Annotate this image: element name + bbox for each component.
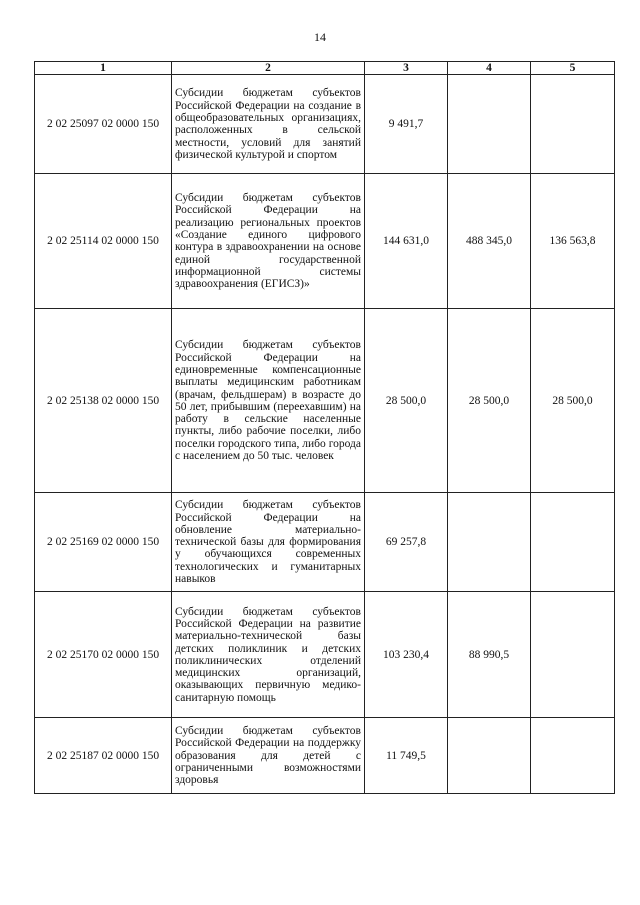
page-number: 14 xyxy=(314,30,326,44)
budget-code-cell: 2 02 25170 02 0000 150 xyxy=(35,592,172,718)
description-cell: Субсидии бюджетам субъектов Российской Федерации на единовременные компенсационные выплаты медицинским работникам (врачам, фельдшерам) в возрасте до 50 лет, прибывшим (переехавшим) на работу в сельские населенные пункты, либо рабочие поселки, либо поселки городского типа, либо города с населением до 50 тыс. человек xyxy=(172,309,365,493)
value-cell-col4 xyxy=(448,718,531,794)
table-row xyxy=(35,75,615,174)
value-cell-col5: 28 500,0 xyxy=(531,309,615,493)
budget-code-cell: 2 02 25169 02 0000 150 xyxy=(35,493,172,592)
table-row xyxy=(35,174,615,309)
table-row xyxy=(35,592,615,718)
value-cell-col3: 11 749,5 xyxy=(365,718,448,794)
value-cell-col3: 69 257,8 xyxy=(365,493,448,592)
description-cell: Субсидии бюджетам субъектов Российской Федерации на обновление материально-технической базы для формирования у обучающихся современных технологических и гуманитарных навыков xyxy=(172,493,365,592)
value-cell-col5 xyxy=(531,493,615,592)
value-cell-col3: 9 491,7 xyxy=(365,75,448,174)
value-cell-col4 xyxy=(448,75,531,174)
value-cell-col5: 136 563,8 xyxy=(531,174,615,309)
budget-table xyxy=(34,61,615,794)
budget-code-cell: 2 02 25138 02 0000 150 xyxy=(35,309,172,493)
value-cell-col4 xyxy=(448,493,531,592)
column-header-1: 1 xyxy=(35,62,172,75)
value-cell-col3: 28 500,0 xyxy=(365,309,448,493)
budget-code-cell: 2 02 25097 02 0000 150 xyxy=(35,75,172,174)
table-row xyxy=(35,309,615,493)
description-cell: Субсидии бюджетам субъектов Российской Федерации на реализацию региональных проектов «Создание единого цифрового контура в здравоохранении на основе единой государственной информационной системы здравоохранения (ЕГИСЗ)» xyxy=(172,174,365,309)
table-row xyxy=(35,493,615,592)
value-cell-col4: 28 500,0 xyxy=(448,309,531,493)
value-cell-col5 xyxy=(531,592,615,718)
column-header-2: 2 xyxy=(172,62,365,75)
description-cell: Субсидии бюджетам субъектов Российской Федерации на создание в общеобразовательных организациях, расположенных в сельской местности, условий для занятий физической культурой и спортом xyxy=(172,75,365,174)
description-cell: Субсидии бюджетам субъектов Российской Федерации на поддержку образования для детей с ограниченными возможностями здоровья xyxy=(172,718,365,794)
table-row xyxy=(35,718,615,794)
budget-code-cell: 2 02 25187 02 0000 150 xyxy=(35,718,172,794)
column-header-4: 4 xyxy=(448,62,531,75)
value-cell-col4: 88 990,5 xyxy=(448,592,531,718)
table-header-row xyxy=(35,62,615,75)
column-header-3: 3 xyxy=(365,62,448,75)
value-cell-col5 xyxy=(531,718,615,794)
column-header-5: 5 xyxy=(531,62,615,75)
budget-code-cell: 2 02 25114 02 0000 150 xyxy=(35,174,172,309)
value-cell-col4: 488 345,0 xyxy=(448,174,531,309)
description-cell: Субсидии бюджетам субъектов Российской Федерации на развитие материально-технической базы детских поликлиник и детских поликлинических отделений медицинских организаций, оказывающих первичную медико-санитарную помощь xyxy=(172,592,365,718)
value-cell-col3: 103 230,4 xyxy=(365,592,448,718)
value-cell-col5 xyxy=(531,75,615,174)
value-cell-col3: 144 631,0 xyxy=(365,174,448,309)
